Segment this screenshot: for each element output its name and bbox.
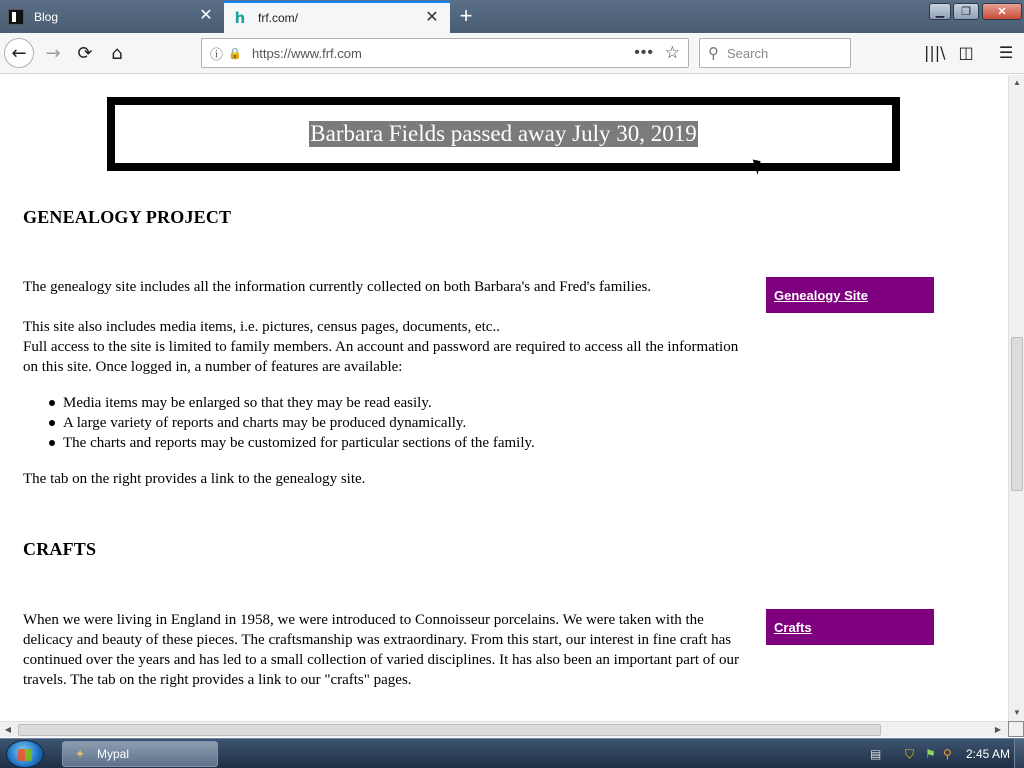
taskbar xyxy=(0,738,1024,768)
navigation-toolbar xyxy=(0,33,1024,74)
memorial-banner xyxy=(107,97,900,171)
list-item: The charts and reports may be customized for particular sections of the family. xyxy=(44,433,535,453)
crafts-link[interactable]: Crafts xyxy=(774,619,812,635)
scroll-up-icon[interactable]: ▲ xyxy=(1013,78,1021,87)
banner-text: Barbara Fields passed away July 30, 2019 xyxy=(310,121,697,146)
genealogy-tab-note: The tab on the right provides a link to the genealogy site. xyxy=(23,471,366,487)
vertical-scroll-thumb[interactable] xyxy=(1011,337,1023,491)
search-icon: ⚲ xyxy=(708,44,719,62)
page-actions-icon[interactable]: ••• xyxy=(634,44,654,61)
security-shield-icon[interactable]: ⛉ xyxy=(905,747,915,761)
features-list xyxy=(44,393,535,453)
scroll-left-icon[interactable]: ◀ xyxy=(4,725,12,734)
keyboard-icon[interactable]: ▤ xyxy=(870,747,882,761)
url-bar[interactable] xyxy=(201,38,689,68)
search-tray-icon[interactable]: ⚲ xyxy=(943,747,952,761)
genealogy-access-text: Full access to the site is limited to family members. An account and password are required to access all the information on this site. Once logged in, a number of features are available: xyxy=(23,339,739,375)
maximize-button[interactable]: ❐ xyxy=(953,3,979,20)
tab-label: frf.com/ xyxy=(258,11,299,25)
close-tab-icon[interactable]: ✕ xyxy=(199,7,213,24)
tab-label: Blog xyxy=(34,10,59,24)
scroll-down-icon[interactable]: ▼ xyxy=(1013,708,1021,717)
genealogy-media-text: This site also includes media items, i.e. pictures, census pages, documents, etc.. xyxy=(23,319,500,335)
genealogy-site-tab[interactable] xyxy=(766,277,934,313)
search-input[interactable] xyxy=(727,46,837,61)
horizontal-scroll-thumb[interactable] xyxy=(18,724,881,736)
search-bar[interactable] xyxy=(699,38,851,68)
start-button[interactable] xyxy=(6,740,44,768)
taskbar-item-mypal[interactable] xyxy=(62,741,218,767)
new-tab-button[interactable]: + xyxy=(459,3,473,28)
network-icon[interactable]: ⚑ xyxy=(925,747,936,761)
tab-frf[interactable] xyxy=(224,1,450,33)
scroll-right-icon[interactable]: ▶ xyxy=(994,725,1002,734)
mypal-app-icon: ✦ xyxy=(75,747,86,761)
lock-icon[interactable]: 🔒 xyxy=(228,46,242,60)
genealogy-heading: GENEALOGY PROJECT xyxy=(23,207,232,227)
bookmark-star-icon[interactable]: ☆ xyxy=(664,43,680,63)
crafts-text: When we were living in England in 1958, we were introduced to Connoisseur porcelains. We were taken with the delicacy and beauty of these pieces. The craftsmanship was extraordinary. From this start, our interest in fine craft has continued over the years and has led to a small collection of varied disciplines. It has also been an important part of our travels. The tab on the right provides a link to our "crafts" pages. xyxy=(23,612,740,688)
sidebar-icon[interactable]: ◫ xyxy=(958,43,974,62)
forward-button[interactable]: → xyxy=(45,42,61,64)
horizontal-scrollbar[interactable] xyxy=(0,721,1008,737)
blog-favicon-icon xyxy=(8,9,24,25)
home-button[interactable]: ⌂ xyxy=(111,42,123,64)
scrollbar-corner xyxy=(1008,721,1024,737)
url-text[interactable]: https://www.frf.com xyxy=(252,45,362,61)
tab-bar xyxy=(0,0,1024,33)
show-desktop-button[interactable] xyxy=(1014,739,1024,768)
system-clock[interactable]: 2:45 AM xyxy=(966,747,1011,761)
minimize-button[interactable]: ▁ xyxy=(929,3,951,20)
hamburger-menu-icon[interactable]: ☰ xyxy=(998,43,1014,62)
library-icon[interactable]: |||\ xyxy=(924,43,946,62)
close-tab-icon[interactable]: ✕ xyxy=(425,9,439,26)
back-button[interactable]: ← xyxy=(4,38,34,68)
crafts-heading: CRAFTS xyxy=(23,539,97,559)
list-item: A large variety of reports and charts may be produced dynamically. xyxy=(44,413,535,433)
list-item: Media items may be enlarged so that they may be read easily. xyxy=(44,393,535,413)
window-close-button[interactable]: ✕ xyxy=(982,3,1022,20)
genealogy-site-link[interactable]: Genealogy Site xyxy=(774,287,868,303)
tab-blog[interactable] xyxy=(0,1,224,33)
vertical-scrollbar[interactable] xyxy=(1008,75,1024,721)
info-icon[interactable]: ⓘ xyxy=(210,47,224,63)
crafts-tab[interactable] xyxy=(766,609,934,645)
page-content xyxy=(0,75,1008,721)
taskbar-item-label: Mypal xyxy=(97,747,130,761)
genealogy-intro: The genealogy site includes all the information currently collected on both Barbara's and Fred's families. xyxy=(23,279,652,295)
site-favicon-icon: h xyxy=(234,9,246,27)
reload-button[interactable]: ⟳ xyxy=(77,42,93,64)
